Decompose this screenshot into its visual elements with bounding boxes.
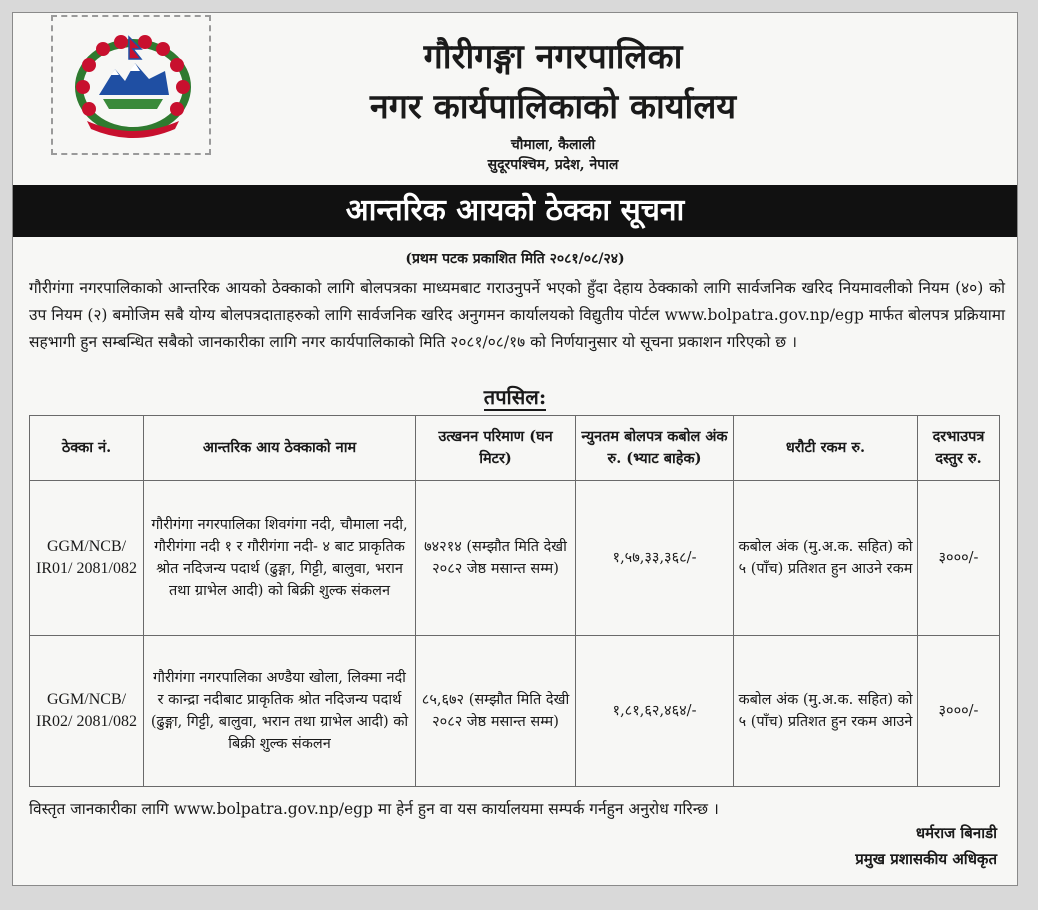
notice-document xyxy=(12,12,1018,886)
contract-no-cell: GGM/NCB/ IR02/ 2081/082 xyxy=(30,636,144,787)
contract-name-cell: गौरीगंगा नगरपालिका शिवगंगा नदी, चौमाला नदी, गौरीगंगा नदी १ र गौरीगंगा नदी- ४ बाट प्राकृतिक श्रोत नदिजन्य पदार्थ (ढुङ्गा, गिट्टी, बालुवा, भरान तथा ग्राभेल आदी) को बिक्री शुल्क संकलन xyxy=(144,481,416,636)
table-header-row xyxy=(30,416,1000,481)
signatory-title: प्रमुख प्रशासकीय अधिकृत xyxy=(855,850,997,868)
published-date: (प्रथम पटक प्रकाशित मिति २०८१/०८/२४) xyxy=(405,251,625,267)
min-bid-cell: १,५७,३३,३६८/- xyxy=(576,481,734,636)
address-line-2: सुदूरपश्चिम, प्रदेश, नेपाल xyxy=(487,157,619,173)
col-header-min-bid: न्युनतम बोलपत्र कबोल अंक रु. (भ्याट बाहेक) xyxy=(576,416,734,481)
details-heading xyxy=(13,383,1017,410)
nepal-government-emblem-icon xyxy=(69,29,197,141)
col-header-deposit: धरौटी रकम रु. xyxy=(734,416,918,481)
contract-table xyxy=(29,415,1000,787)
col-header-contract-name: आन्तरिक आय ठेक्काको नाम xyxy=(144,416,416,481)
table-row xyxy=(30,636,1000,787)
address-line-1: चौमाला, कैलाली xyxy=(510,137,596,153)
office-name: नगर कार्यपालिकाको कार्यालय xyxy=(369,87,737,127)
contract-name-cell: गौरीगंगा नगरपालिका अण्डैया खोला, लिक्मा नदी र कान्द्रा नदीबाट प्राकृतिक श्रोत नदिजन्य पदार्थ (ढुङ्गा, गिट्टी, बालुवा, भरान तथा ग्राभेल आदी) को बिक्री शुल्क संकलन xyxy=(144,636,416,787)
municipality-name: गौरीगङ्गा नगरपालिका xyxy=(423,37,683,77)
fee-cell: ३०००/- xyxy=(918,481,1000,636)
quantity-cell: ८५,६७२ (सम्झौत मिति देखी २०८२ जेष्ठ मसान्त सम्म) xyxy=(416,636,576,787)
deposit-cell: कबोल अंक (मु.अ.क. सहित) को ५ (पाँच) प्रतिशत हुन रकम आउने xyxy=(734,636,918,787)
notice-body: गौरीगंगा नगरपालिकाको आन्तरिक आयको ठेक्काको लागि बोलपत्रका माध्यमबाट गराउनुपर्ने भएको हुँदा देहाय ठेक्काको लागि सार्वजनिक खरिद नियमावलीको नियम (४०) को उप नियम (२) बमोजिम सबै योग्य बोलपत्रदाताहरुको लागि सार्वजनिक खरिद अनुगमन कार्यालयको विद्युतीय पोर्टल www.bolpatra.gov.np/egp मार्फत बोलपत्र प्रक्रियामा सहभागी हुन सम्बन्धित सबैको जानकारीका लागि नगर कार्यपालिकाको मिति २०८१/०८/१७ को निर्णयानुसार यो सूचना प्रकाशन गरिएको छ । xyxy=(29,279,1005,351)
deposit-cell: कबोल अंक (मु.अ.क. सहित) को ५ (पाँच) प्रतिशत हुन आउने रकम xyxy=(734,481,918,636)
col-header-quantity: उत्खनन परिमाण (घन मिटर) xyxy=(416,416,576,481)
quantity-cell: ७४२१४ (सम्झौत मिति देखी २०८२ जेष्ठ मसान्त सम्म) xyxy=(416,481,576,636)
footer-note: विस्तृत जानकारीका लागि www.bolpatra.gov.np/egp मा हेर्न हुन वा यस कार्यालयमा सम्पर्क गर्नहुन अनुरोध गरिन्छ । xyxy=(29,800,719,818)
signatory-name: धर्मराज बिनाडी xyxy=(915,824,997,842)
col-header-fee: दरभाउपत्र दस्तुर रु. xyxy=(918,416,1000,481)
logo-frame xyxy=(51,15,211,155)
notice-title: आन्तरिक आयको ठेक्का सूचना xyxy=(345,193,685,228)
details-heading-text: तपसिल: xyxy=(483,385,547,409)
fee-cell: ३०००/- xyxy=(918,636,1000,787)
title-banner xyxy=(13,185,1017,237)
contract-no-cell: GGM/NCB/ IR01/ 2081/082 xyxy=(30,481,144,636)
col-header-contract-no: ठेक्का नं. xyxy=(30,416,144,481)
table-row xyxy=(30,481,1000,636)
min-bid-cell: १,८१,६२,४६४/- xyxy=(576,636,734,787)
